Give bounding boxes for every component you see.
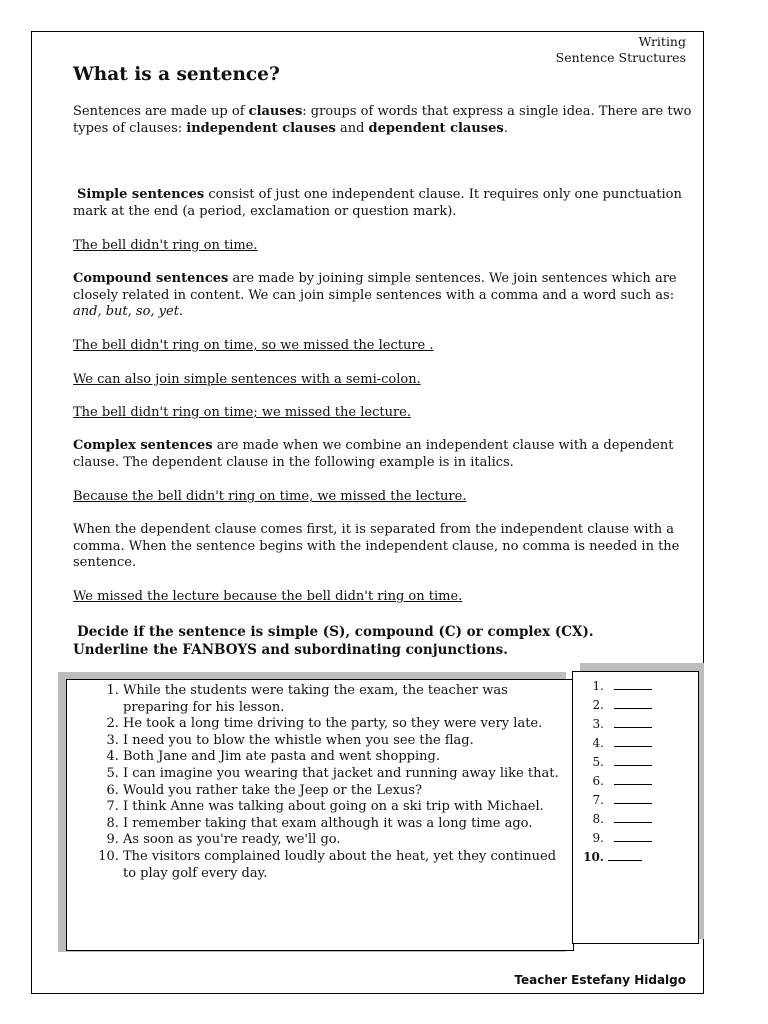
compound-text: are made by joining simple sentences. We join sentences which are closely related in content. We can join simple sentences with a comma and a word such as: xyxy=(73,271,677,303)
question-item: 1. While the students were taking the exam, the teacher was preparing for his lesson. xyxy=(123,683,563,716)
complex-term: Complex sentences xyxy=(73,438,213,453)
question-item: 4. Both Jane and Jim ate pasta and went shopping. xyxy=(123,749,563,766)
complex-example-2: We missed the lecture because the bell didn't ring on time. xyxy=(73,589,463,604)
answer-number: 9. xyxy=(592,831,604,845)
answer-row xyxy=(580,715,652,734)
semicolon-note: We can also join simple sentences with a semi-colon. xyxy=(73,372,421,387)
answer-blank[interactable] xyxy=(614,793,652,804)
question-item: 2. He took a long time driving to the party, so they were very late. xyxy=(123,716,563,733)
answer-blank[interactable] xyxy=(614,831,652,842)
intro-term-independent: independent clauses xyxy=(186,120,336,136)
answer-row xyxy=(580,848,652,867)
question-item: 3. I need you to blow the whistle when you see the flag. xyxy=(123,733,563,750)
question-item: 8. I remember taking that exam although it was a long time ago. xyxy=(123,816,563,833)
simple-term: Simple sentences xyxy=(77,187,205,202)
answer-number: 8. xyxy=(592,812,604,826)
answer-row xyxy=(580,677,652,696)
simple-text: consist of just one independent clause. It requires only one punctuation mark at the end (a period, exclamation or question mark). xyxy=(73,187,682,219)
intro-text: and xyxy=(335,120,369,136)
simple-example: The bell didn't ring on time. xyxy=(73,238,258,253)
intro-term-dependent: dependent clauses xyxy=(368,120,504,136)
answer-blank[interactable] xyxy=(614,717,652,728)
answer-row xyxy=(580,829,652,848)
instruction-line-2: Underline the FANBOYS and subordinating conjunctions. xyxy=(73,642,508,658)
instruction-line-1: Decide if the sentence is simple (S), compound (C) or complex (CX). xyxy=(77,624,594,640)
answer-number: 2. xyxy=(592,698,604,712)
answer-blank[interactable] xyxy=(614,755,652,766)
answer-number: 10. xyxy=(583,850,604,864)
question-list xyxy=(66,683,563,882)
header xyxy=(556,34,686,66)
question-item: 10. The visitors complained loudly about the heat, yet they continued to play golf every day. xyxy=(123,849,563,882)
question-item: 6. Would you rather take the Jeep or the Lexus? xyxy=(123,783,563,800)
answer-row xyxy=(580,810,652,829)
answer-blank[interactable] xyxy=(608,850,642,861)
answer-row xyxy=(580,791,652,810)
intro-text: . xyxy=(503,120,508,136)
complex-paragraph xyxy=(73,438,693,471)
intro-term-clauses: clauses xyxy=(248,104,303,119)
answer-blank[interactable] xyxy=(614,679,652,690)
compound-text: . xyxy=(178,304,184,319)
simple-paragraph xyxy=(73,187,693,220)
answer-row xyxy=(580,696,652,715)
intro-text: : groups of words that express a single idea. There are two types of clauses: xyxy=(73,104,692,136)
compound-example-semicolon: The bell didn't ring on time; we missed the lecture. xyxy=(73,405,411,420)
answer-blank[interactable] xyxy=(614,774,652,785)
compound-term: Compound sentences xyxy=(73,271,229,286)
intro-text: Sentences are made up of xyxy=(73,104,249,119)
answer-row xyxy=(580,753,652,772)
compound-paragraph xyxy=(73,271,693,321)
answer-blank[interactable] xyxy=(614,698,652,709)
page-title: What is a sentence? xyxy=(73,64,280,85)
question-item: 9. As soon as you're ready, we'll go. xyxy=(123,832,563,849)
answer-blank[interactable] xyxy=(614,812,652,823)
answer-list xyxy=(580,677,652,867)
question-item: 7. I think Anne was talking about going on a ski trip with Michael. xyxy=(123,799,563,816)
answer-number: 7. xyxy=(592,793,604,807)
exercise-instructions xyxy=(73,623,594,659)
complex-text: are made when we combine an independent clause with a dependent clause. The dependent clause in the following example is in italics. xyxy=(73,438,674,470)
comma-explanation: When the dependent clause comes first, it is separated from the independent clause with a comma. When the sentence begins with the independent clause, no comma is needed in the sentence. xyxy=(73,522,680,570)
header-subject: Writing xyxy=(638,34,686,49)
question-item: 5. I can imagine you wearing that jacket and running away like that. xyxy=(123,766,563,783)
answer-row xyxy=(580,772,652,791)
answer-blank[interactable] xyxy=(614,736,652,747)
intro-paragraph xyxy=(73,104,693,137)
footer-author: Teacher Estefany Hidalgo xyxy=(514,973,686,987)
complex-example-1: Because the bell didn't ring on time, we missed the lecture. xyxy=(73,489,467,504)
answer-number: 5. xyxy=(592,755,604,769)
answer-number: 6. xyxy=(592,774,604,788)
compound-example-comma: The bell didn't ring on time, so we missed the lecture . xyxy=(73,338,434,353)
answer-number: 3. xyxy=(592,717,604,731)
answer-number: 4. xyxy=(592,736,604,750)
header-topic: Sentence Structures xyxy=(555,50,686,65)
answer-number: 1. xyxy=(592,679,604,693)
answer-row xyxy=(580,734,652,753)
compound-conjunctions: and, but, so, yet xyxy=(73,304,179,319)
